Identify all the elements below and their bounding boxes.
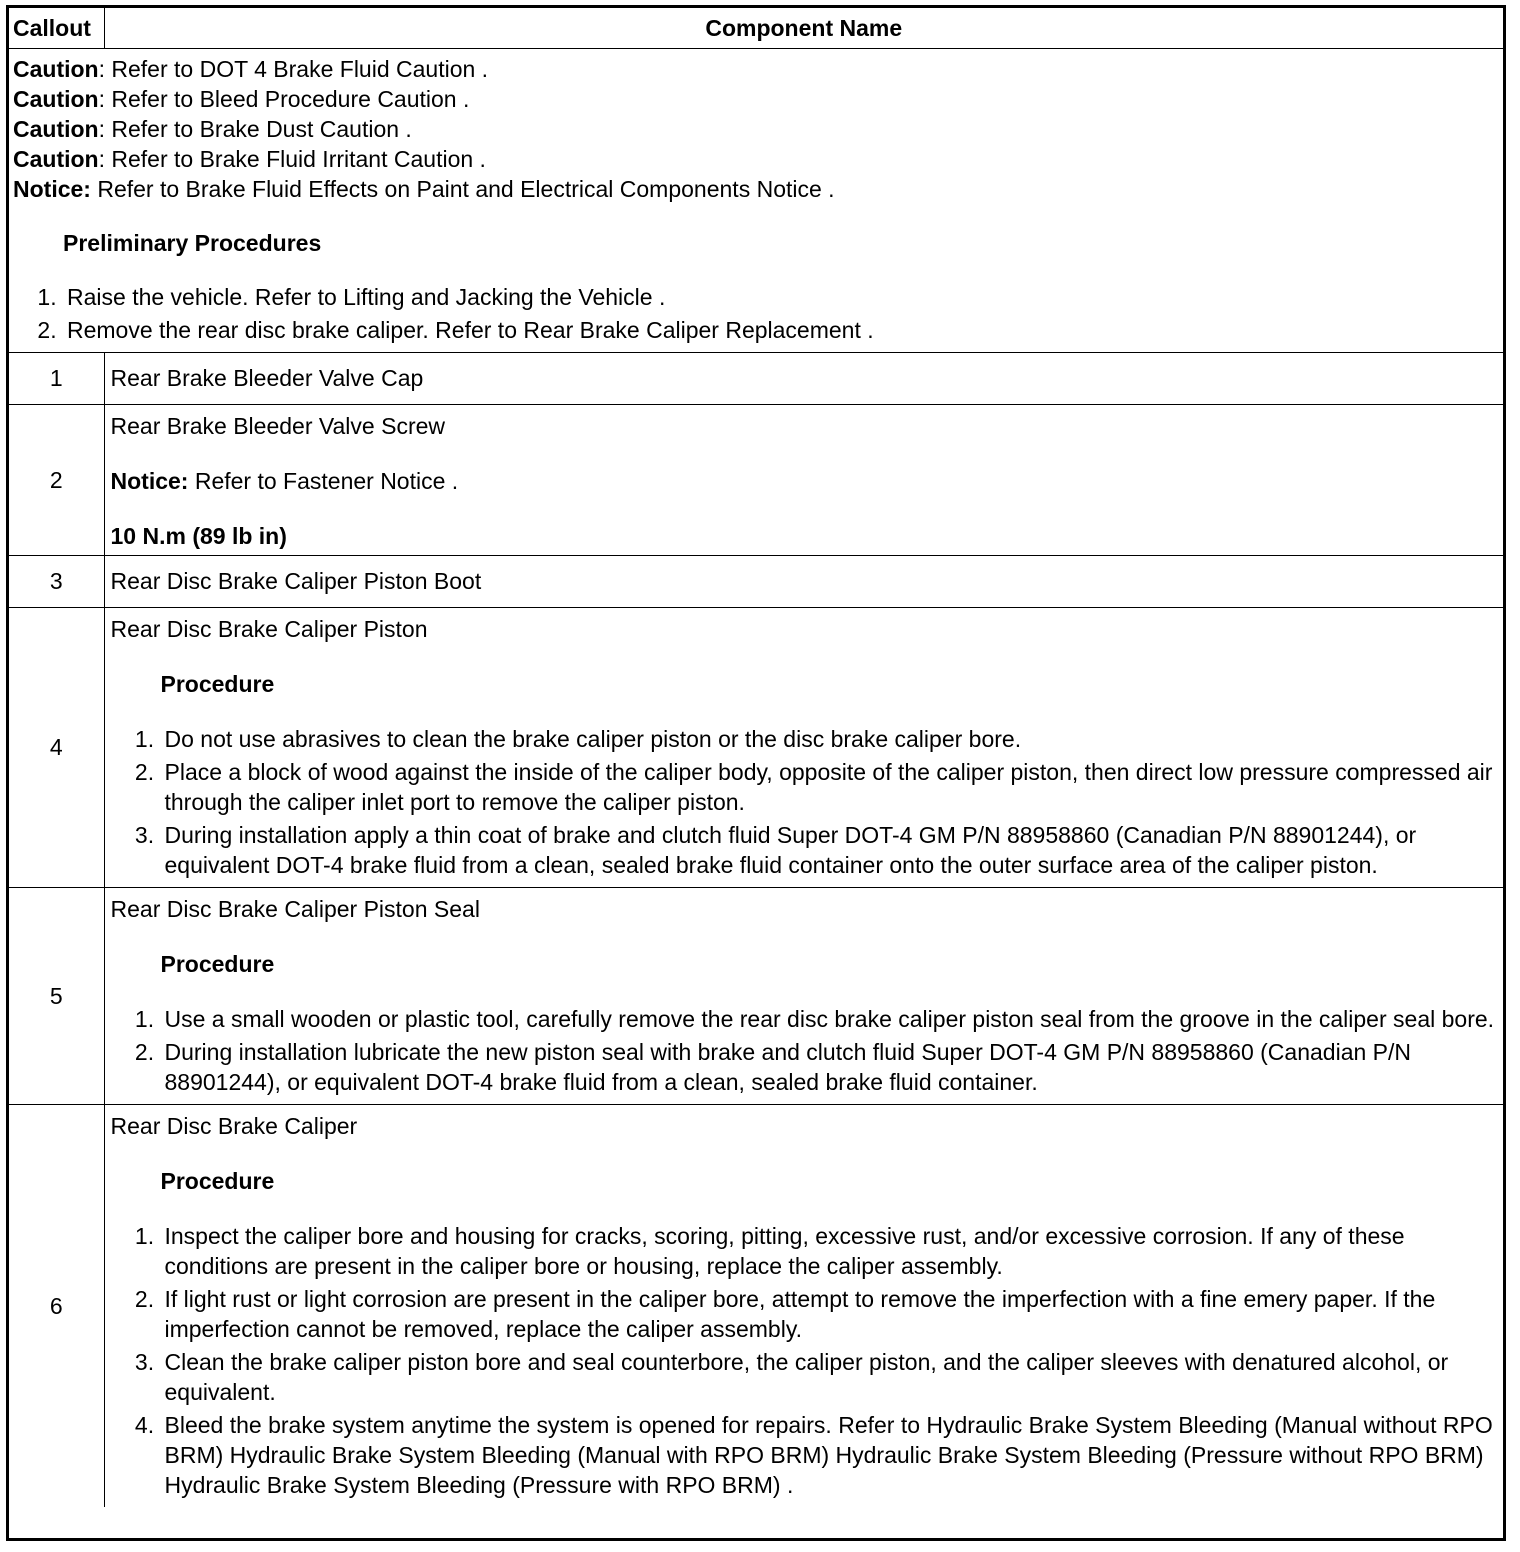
table-row xyxy=(9,405,1503,556)
intro-row xyxy=(9,49,1503,353)
list-item: 1. Raise the vehicle. Refer to Lifting and Jacking the Vehicle . xyxy=(63,282,1499,312)
procedure-title: Procedure xyxy=(160,1168,275,1194)
procedure-title: Procedure xyxy=(160,951,275,977)
caution-line xyxy=(13,54,1499,84)
preliminary-procedures-title: Preliminary Procedures xyxy=(63,230,322,256)
notice-line xyxy=(111,466,1498,496)
notice-text: Refer to Fastener Notice . xyxy=(188,468,459,494)
notice-line xyxy=(13,174,1499,204)
procedure-steps xyxy=(111,1004,1498,1097)
component-cell xyxy=(104,608,1503,888)
callout-number: 6 xyxy=(9,1105,104,1508)
caution-label: Caution xyxy=(13,56,99,82)
component-name: Rear Brake Bleeder Valve Screw xyxy=(110,413,445,439)
callout-number: 3 xyxy=(9,556,104,608)
component-name: Rear Brake Bleeder Valve Cap xyxy=(104,353,1503,405)
component-name: Rear Disc Brake Caliper Piston Seal xyxy=(110,896,480,922)
component-table xyxy=(9,8,1503,1507)
procedure-steps xyxy=(111,1221,1498,1500)
preliminary-steps xyxy=(13,282,1499,345)
list-item: 1. Inspect the caliper bore and housing for cracks, scoring, pitting, excessive rust, and/or excessive corrosion. If any of these conditions are present in the caliper bore or housing, replace the caliper assembly. xyxy=(161,1221,1498,1281)
table-row xyxy=(9,608,1503,888)
component-table-container xyxy=(6,5,1506,1541)
notice-label: Notice: xyxy=(110,468,189,494)
caution-text: : Refer to Brake Fluid Irritant Caution . xyxy=(98,146,486,172)
list-item: 3. Clean the brake caliper piston bore and seal counterbore, the caliper piston, and the caliper sleeves with denatured alcohol, or equivalent. xyxy=(161,1347,1498,1407)
component-cell xyxy=(104,405,1503,556)
callout-number: 4 xyxy=(9,608,104,888)
caution-text: : Refer to Brake Dust Caution . xyxy=(98,116,412,142)
list-item: 2. During installation lubricate the new piston seal with brake and clutch fluid Super DOT-4 GM P/N 88958860 (Canadian P/N 88901244), or equivalent DOT-4 brake fluid from a clean, sealed brake fluid container. xyxy=(161,1037,1498,1097)
callout-number: 5 xyxy=(9,888,104,1105)
list-item: 3. During installation apply a thin coat of brake and clutch fluid Super DOT-4 GM P/N 88958860 (Canadian P/N 88901244), or equivalent DOT-4 brake fluid from a clean, sealed brake fluid container onto the outer surface area of the caliper piston. xyxy=(161,820,1498,880)
procedure-title: Procedure xyxy=(160,671,275,697)
caution-label: Caution xyxy=(13,86,99,112)
torque-spec: 10 N.m (89 lb in) xyxy=(110,523,287,549)
notice-text: Refer to Brake Fluid Effects on Paint and Electrical Components Notice . xyxy=(90,176,835,202)
caution-label: Caution xyxy=(13,146,99,172)
list-item: 4. Bleed the brake system anytime the system is opened for repairs. Refer to Hydraulic Brake System Bleeding (Manual without RPO BRM) Hydraulic Brake System Bleeding (Manual with RPO BRM) Hydraulic Brake System Bleeding (Pressure without RPO BRM) Hydraulic Brake System Bleeding (Pressure with RPO BRM) . xyxy=(161,1410,1498,1500)
caution-line xyxy=(13,84,1499,114)
component-cell xyxy=(104,888,1503,1105)
callout-header: Callout xyxy=(9,8,104,49)
table-row xyxy=(9,888,1503,1105)
caution-label: Caution xyxy=(13,116,99,142)
procedure-steps xyxy=(111,724,1498,880)
component-name: Rear Disc Brake Caliper Piston Boot xyxy=(104,556,1503,608)
caution-text: : Refer to DOT 4 Brake Fluid Caution . xyxy=(98,56,489,82)
table-row xyxy=(9,556,1503,608)
table-row xyxy=(9,1105,1503,1508)
callout-number: 2 xyxy=(9,405,104,556)
caution-line xyxy=(13,114,1499,144)
table-row xyxy=(9,353,1503,405)
component-name: Rear Disc Brake Caliper Piston xyxy=(110,616,428,642)
intro-cell xyxy=(9,49,1503,353)
list-item: 2. Remove the rear disc brake caliper. Refer to Rear Brake Caliper Replacement . xyxy=(63,315,1499,345)
list-item: 2. Place a block of wood against the inside of the caliper body, opposite of the caliper piston, then direct low pressure compressed air through the caliper inlet port to remove the caliper piston. xyxy=(161,757,1498,817)
caution-line xyxy=(13,144,1499,174)
component-cell xyxy=(104,1105,1503,1508)
caution-text: : Refer to Bleed Procedure Caution . xyxy=(98,86,470,112)
notice-label: Notice: xyxy=(13,176,91,202)
list-item: 1. Do not use abrasives to clean the brake caliper piston or the disc brake caliper bore. xyxy=(161,724,1498,754)
list-item: 1. Use a small wooden or plastic tool, carefully remove the rear disc brake caliper piston seal from the groove in the caliper seal bore. xyxy=(161,1004,1498,1034)
component-name-header: Component Name xyxy=(104,8,1503,49)
component-name: Rear Disc Brake Caliper xyxy=(110,1113,358,1139)
callout-number: 1 xyxy=(9,353,104,405)
list-item: 2. If light rust or light corrosion are present in the caliper bore, attempt to remove the imperfection with a fine emery paper. If the imperfection cannot be removed, replace the caliper assembly. xyxy=(161,1284,1498,1344)
table-header-row xyxy=(9,8,1503,49)
